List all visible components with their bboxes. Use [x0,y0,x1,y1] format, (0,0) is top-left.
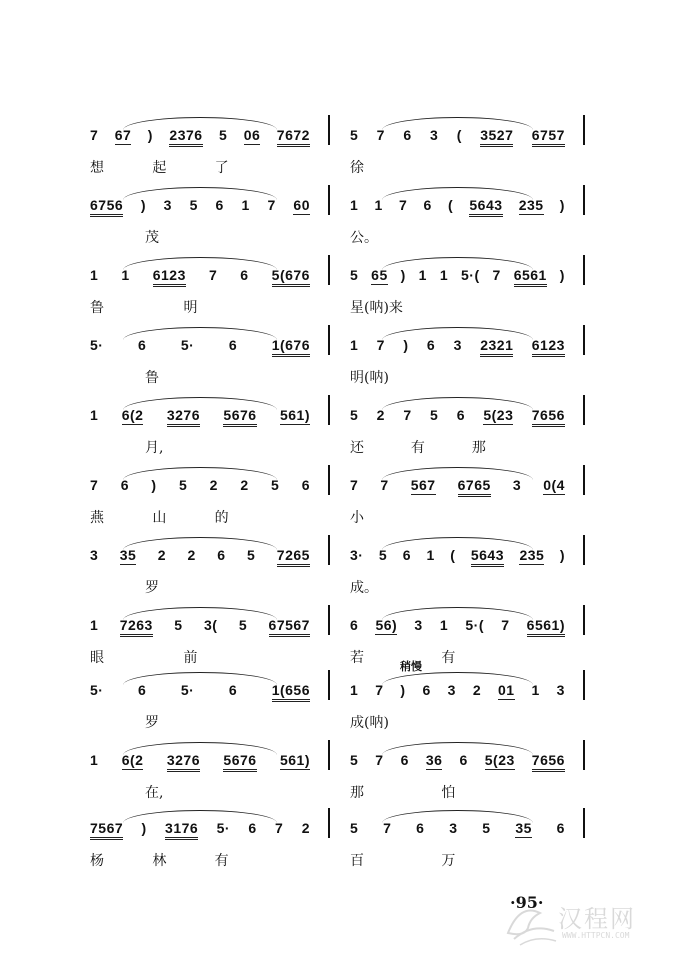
note: 1 [439,617,449,633]
bar-line-middle [328,670,330,700]
note: 235 [518,197,544,213]
note: 1 [90,407,99,423]
right-measure [350,465,565,525]
lyric: 山 [152,510,167,526]
note: 6765 [458,477,491,497]
bar-line-middle [328,395,330,425]
note: ) [559,197,565,213]
note: 567 [410,477,436,493]
note: 7 [376,337,385,353]
note-group [350,337,565,357]
note-group [90,752,310,772]
note: 3276 [167,752,200,772]
note: 7 [375,682,384,698]
note: 7 [380,477,389,493]
note: ) [400,267,406,283]
lyric: 有 [214,853,229,869]
note: ) [559,267,565,283]
score-line [0,325,679,395]
note: 7567 [90,820,123,840]
note: 1 [121,267,130,283]
note: 1(676 [272,337,310,357]
note: 6 [240,267,249,283]
lyric: 鲁 [145,370,159,386]
note: 7 [275,820,284,836]
note-group [350,267,565,287]
note: 6(2 [121,752,144,768]
lyric: 有 [441,650,456,666]
note: 3( [203,617,218,633]
score-line [0,660,679,740]
note: 561) [279,407,310,423]
note: 6756 [90,197,123,217]
score-line [0,115,679,185]
note-group [350,752,565,772]
note: 3527 [480,127,513,147]
lyric: 林 [152,853,167,869]
note: ( [448,197,454,213]
note-group [90,617,310,637]
left-measure [90,255,310,315]
note: 3 [90,547,99,563]
note: ) [140,197,146,213]
note: 7 [501,617,510,633]
note: 5(23 [484,752,515,768]
note: 5 [378,547,388,563]
note: 6 [402,547,411,563]
note: 7 [383,820,392,836]
note: 5·( [461,267,480,283]
left-measure [90,535,310,595]
note: 5 [350,752,359,768]
note: 6 [459,752,468,768]
lyric: 有 [410,440,425,456]
bar-line-end [583,465,585,495]
left-measure [90,185,310,245]
note-group [90,820,310,840]
bar-line-end [583,325,585,355]
note: ) [141,820,147,836]
lyric: 公。 [350,230,378,246]
lyric: 在, [145,785,164,801]
left-measure [90,808,310,868]
note: 6 [301,477,310,493]
note: 6 [350,617,359,633]
note: 5· [180,337,195,353]
bar-line-middle [328,465,330,495]
bar-line-end [583,740,585,770]
note: 1(656 [272,682,310,702]
score-line [0,605,679,675]
note: ) [403,337,409,353]
right-measure [350,395,565,455]
note: ) [559,547,565,563]
note: 3 [449,820,458,836]
note: 5 [350,267,359,283]
lyric: 的 [214,510,229,526]
note: 6 [400,752,409,768]
score-line [0,465,679,535]
note: 7 [90,477,99,493]
note: 7 [350,477,359,493]
note: 5· [90,682,104,698]
lyric: 眼 [90,650,104,666]
note: 7 [208,267,218,283]
lyric: 明(呐) [350,370,389,386]
bar-line-end [583,255,585,285]
note: 1 [426,547,435,563]
note: 7656 [532,407,565,427]
right-measure [350,325,565,385]
left-measure [90,325,310,385]
note-group [90,197,310,217]
note: 2 [376,407,385,423]
note: 06 [243,127,261,143]
note-group [350,407,565,427]
note: 6561) [527,617,565,637]
left-measure [90,465,310,525]
bar-line-end [583,670,585,700]
score-line [0,255,679,325]
note: 1 [374,197,383,213]
note: 67 [114,127,132,143]
note: 5676 [223,752,256,772]
note: 1 [90,752,99,768]
note: ) [400,682,406,698]
lyric: 月, [145,440,164,456]
note-group [90,337,310,357]
note: 6 [423,197,432,213]
note: 5643 [469,197,502,217]
note: 3 [414,617,423,633]
note-group [350,617,565,637]
bar-line-end [583,535,585,565]
note: 3276 [167,407,200,427]
note: 7 [399,197,408,213]
note: 2 [472,682,482,698]
note: 5676 [223,407,256,427]
score-line [0,395,679,465]
bar-line-middle [328,255,330,285]
right-measure [350,740,565,800]
left-measure [90,740,310,800]
right-measure [350,255,565,315]
note-group [90,267,310,287]
lyric: 罗 [145,580,159,596]
right-measure [350,115,565,175]
note: 7 [376,127,385,143]
note: 6 [217,547,226,563]
note: 6123 [532,337,565,357]
note: 6 [228,337,238,353]
lyric: 星(呐)来 [350,300,403,316]
note: ) [151,477,157,493]
note: 5 [350,127,359,143]
note-group [350,197,565,217]
note: 7 [403,407,412,423]
left-measure [90,395,310,455]
score-line [0,535,679,605]
note: ( [450,547,456,563]
watermark-text: 汉程网 [558,905,636,933]
note-group [350,477,565,497]
bar-line-end [583,115,585,145]
note: 2 [187,547,196,563]
lyric: 前 [183,650,198,666]
note: 60 [293,197,310,213]
note-group [90,477,310,493]
lyric: 徐 [350,160,364,176]
lyric: 成(呐) [350,715,389,731]
lyric: 还 [350,440,364,456]
note: 235 [519,547,545,563]
note: 6 [556,820,565,836]
lyric: 若 [350,650,364,666]
note: 2 [209,477,218,493]
note: 1 [350,337,359,353]
note: 2321 [480,337,513,357]
note: 56) [375,617,398,633]
lyric: 燕 [90,510,104,526]
note: 7265 [277,547,310,567]
score-line [0,740,679,810]
bar-line-end [583,808,585,838]
note: 35 [119,547,137,563]
note: 5 [238,617,248,633]
lyric: 罗 [145,715,159,731]
note: 7263 [120,617,153,637]
note: 6123 [153,267,186,287]
note: 6 [120,477,129,493]
lyric: 万 [441,853,456,869]
note: 5 [430,407,439,423]
lyric: 那 [350,785,364,801]
bar-line-middle [328,535,330,565]
note: 7 [90,127,99,143]
bar-line-end [583,605,585,635]
note: 0(4 [543,477,565,493]
watermark-logo [500,893,670,953]
note: ( [456,127,462,143]
note: 6 [456,407,465,423]
note: 6 [215,197,224,213]
note: 1 [531,682,540,698]
right-measure [350,605,565,665]
right-measure [350,185,565,245]
note: 5(676 [272,267,310,287]
note: 5 [271,477,280,493]
note: 5· [180,682,195,698]
bar-line-middle [328,185,330,215]
note: 7 [375,752,384,768]
note: 561) [279,752,310,768]
note: 5 [189,197,198,213]
wave-logo-icon [500,893,560,948]
note: 7 [492,267,501,283]
note: 1 [439,267,449,283]
note-group [350,682,565,700]
note: 5· [90,337,104,353]
lyric: 成。 [350,580,378,596]
lyric: 小 [350,510,364,526]
note: 36 [425,752,443,768]
note-group [350,127,565,147]
lyric: 明 [183,300,198,316]
note: 5 [219,127,228,143]
page-number: ·95· [510,893,544,912]
note: 6(2 [121,407,144,423]
note: 6 [422,682,431,698]
note: 2376 [169,127,202,147]
watermark-url: WWW.HTTPCN.COM [562,931,630,940]
note: 5·( [465,617,484,633]
note: 3 [430,127,439,143]
left-measure [90,670,310,730]
note-group [350,820,565,838]
note: 6 [248,820,257,836]
note: 5643 [471,547,504,567]
note-group [90,547,310,567]
note: 35 [515,820,532,836]
note-group [90,682,310,702]
lyric: 起 [152,160,167,176]
score-line [0,808,679,878]
lyric: 杨 [90,853,104,869]
note: 3 [163,197,172,213]
note: 6 [416,820,425,836]
note: 6 [228,682,238,698]
note: 01 [498,682,515,698]
note: 6 [403,127,412,143]
bar-line-end [583,185,585,215]
note: 1 [90,267,99,283]
note: 3 [512,477,522,493]
note: 6 [138,337,147,353]
bar-line-middle [328,325,330,355]
bar-line-end [583,395,585,425]
note: 1 [350,197,359,213]
note: 1 [350,682,359,698]
note-group [90,127,310,147]
lyric: 那 [471,440,486,456]
note: 1 [241,197,250,213]
right-measure [350,535,565,595]
note: 5· [216,820,231,836]
note: 5 [178,477,188,493]
note: 67567 [269,617,310,637]
note: 6 [138,682,147,698]
tempo-marking: 稍慢 [400,660,422,673]
bar-line-middle [328,808,330,838]
right-measure [350,808,565,868]
note: 1 [418,267,427,283]
bar-line-middle [328,115,330,145]
note: 6 [426,337,436,353]
note: 6561 [514,267,547,287]
note: 7 [267,197,276,213]
note: 1 [90,617,99,633]
left-measure [90,115,310,175]
note: 2 [240,477,249,493]
note: 5 [350,820,359,836]
note: 3· [350,547,364,563]
lyric: 了 [214,160,229,176]
left-measure [90,605,310,665]
note: 5 [482,820,491,836]
note: 5 [247,547,256,563]
score-line [0,185,679,255]
note-group [90,407,310,427]
bar-line-middle [328,740,330,770]
note: 5(23 [483,407,514,423]
note: 5 [350,407,359,423]
note: ) [147,127,153,143]
note-group [350,547,565,567]
lyric: 百 [350,853,364,869]
note: 2 [157,547,167,563]
note: 2 [301,820,310,836]
note: 3 [556,682,565,698]
note: 7672 [277,127,310,147]
right-measure [350,670,565,730]
lyric: 想 [90,160,104,176]
note: 3 [447,682,456,698]
note: 5 [174,617,183,633]
note: 3176 [165,820,198,840]
lyric: 鲁 [90,300,104,316]
lyric: 茂 [145,230,159,246]
lyric: 怕 [441,785,456,801]
note: 3 [453,337,462,353]
note: 7656 [532,752,565,772]
note: 65 [371,267,388,283]
bar-line-middle [328,605,330,635]
note: 6757 [532,127,565,147]
